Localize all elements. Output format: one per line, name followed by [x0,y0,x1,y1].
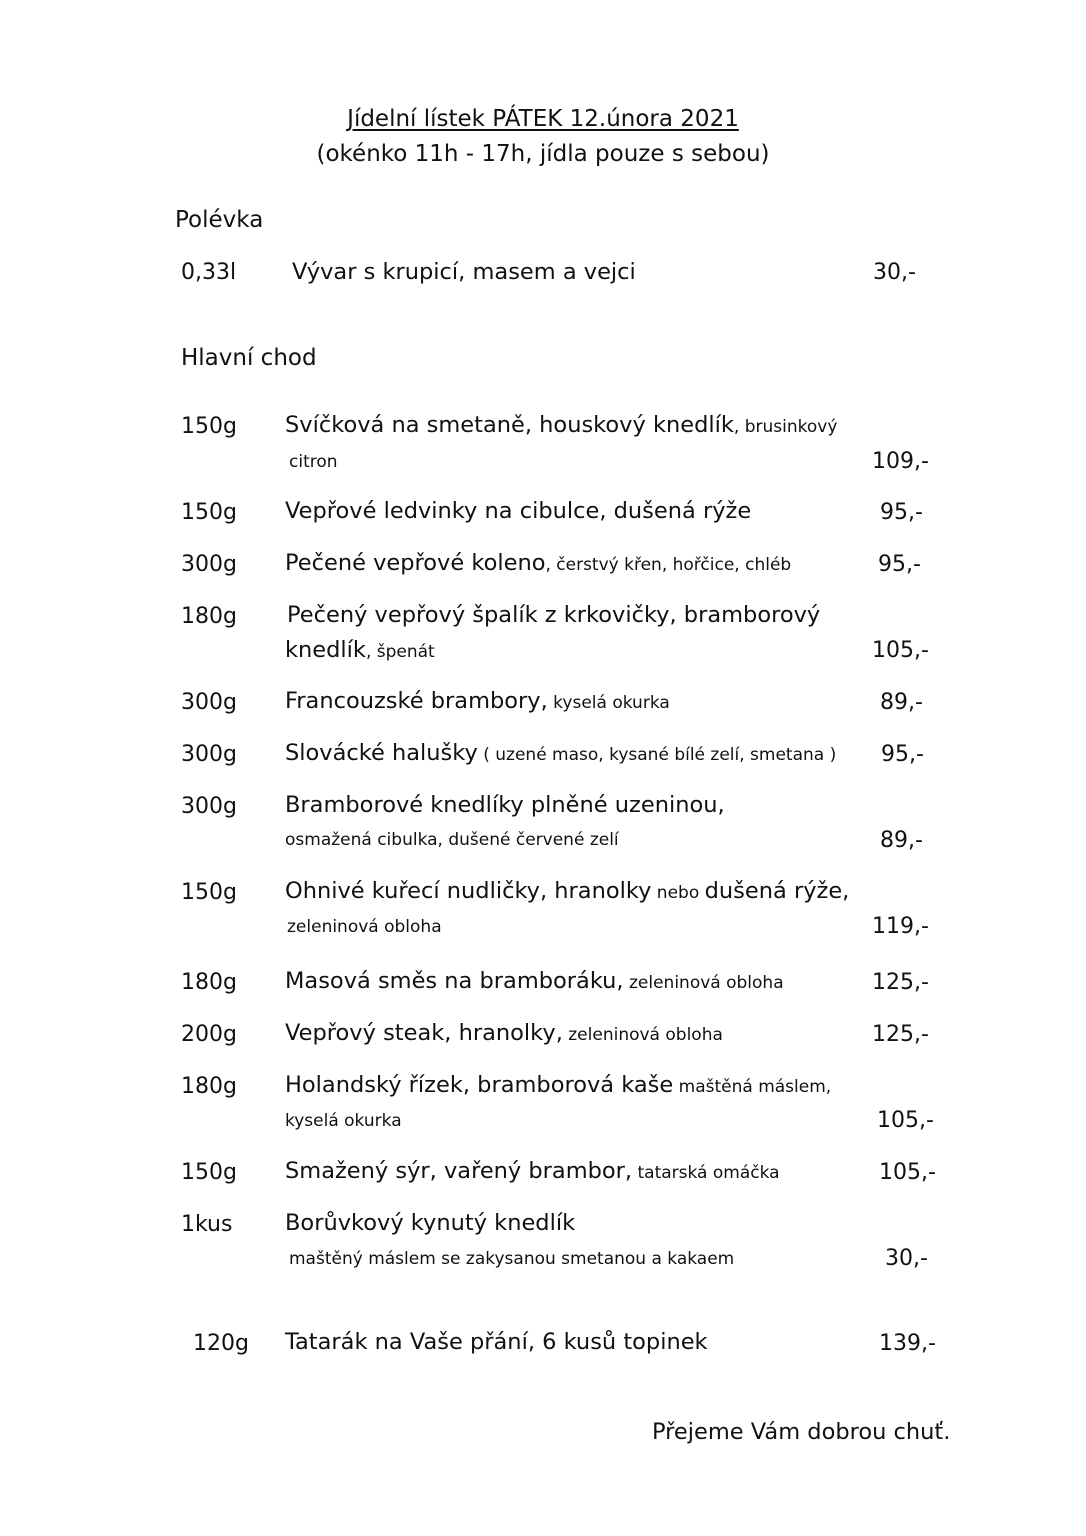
item-name-line [285,740,836,766]
soup-name: Vývar s krupicí, masem a vejci [292,259,636,285]
item-name-line [285,878,849,904]
item-extra: ( uzené maso, kysané bílé zelí, smetana ) [477,745,837,765]
item-name-line2 [285,637,435,663]
item-connector: nebo [651,883,705,903]
menu-subtitle: (okénko 11h - 17h, jídla pouze s sebou) [316,141,770,167]
soup-heading: Polévka [175,207,264,233]
item-price: 105,- [877,1108,934,1133]
item-line2: osmažená cibulka, dušené červené zelí [285,830,619,850]
special-price: 139,- [879,1331,936,1356]
item-name-line [285,550,791,576]
item-line2: maštěný máslem se zakysanou smetanou a kakaem [289,1249,735,1269]
item-name: Pečené vepřové koleno [285,550,546,576]
item-price: 125,- [872,970,929,995]
item-price: 89,- [880,690,923,715]
item-name-line [285,1020,723,1046]
item-name: Holandský řízek, bramborová kaše [285,1072,674,1098]
item-qty: 300g [181,552,237,577]
item-qty: 300g [181,690,237,715]
item-qty: 200g [181,1022,237,1047]
item-price: 95,- [878,552,921,577]
item-extra: zeleninová obloha [623,973,784,993]
item-name-line [285,968,784,994]
item-name: Smažený sýr, vařený brambor, [285,1158,633,1184]
menu-title: Jídelní lístek PÁTEK 12.února 2021 [347,106,739,132]
item-price: 89,- [880,828,923,853]
item-line2: kyselá okurka [285,1111,402,1131]
soup-qty: 0,33l [181,260,237,285]
item-extra: zeleninová obloha [562,1025,723,1045]
item-qty: 300g [181,742,237,767]
item-qty: 150g [181,1160,237,1185]
item-extra: , brusinkový [733,417,838,437]
item-name: Borůvkový kynutý knedlík [285,1210,576,1236]
item-extra: maštěná máslem, [673,1077,832,1097]
item-price: 125,- [872,1022,929,1047]
item-name: Masová směs na bramboráku, [285,968,624,994]
item-qty: 180g [181,1074,237,1099]
item-qty: 180g [181,970,237,995]
item-price: 119,- [872,914,929,939]
item-name: Slovácké halušky [285,740,478,766]
item-qty: 150g [181,880,237,905]
item-price: 109,- [872,449,929,474]
soup-price: 30,- [873,260,916,285]
item-name-alt: dušená rýže, [704,878,850,904]
special-qty: 120g [193,1331,249,1356]
item-name-line [285,688,670,714]
item-name-line [285,1072,831,1098]
item-name: Svíčková na smetaně, houskový knedlík [285,412,734,438]
item-extra: , čerstvý křen, hořčice, chléb [545,555,792,575]
item-extra: kyselá okurka [547,693,670,713]
item-name: Pečený vepřový špalík z krkovičky, bramborový [287,602,821,628]
item-name: Vepřový steak, hranolky, [285,1020,563,1046]
item-price: 95,- [881,742,924,767]
item-line2: citron [289,452,338,472]
footer-wish: Přejeme Vám dobrou chuť. [652,1419,951,1445]
special-name: Tatarák na Vaše přání, 6 kusů topinek [285,1329,708,1355]
item-price: 95,- [880,500,923,525]
item-extra: , špenát [365,642,435,662]
main-heading: Hlavní chod [181,345,317,371]
item-extra: tatarská omáčka [632,1163,780,1183]
item-price: 30,- [885,1246,928,1271]
item-qty: 1kus [181,1212,233,1237]
item-name: Ohnivé kuřecí nudličky, hranolky [285,878,652,904]
item-qty: 150g [181,500,237,525]
item-name-part2: knedlík [285,637,366,663]
item-qty: 180g [181,604,237,629]
item-name-line [285,1158,780,1184]
item-price: 105,- [879,1160,936,1185]
item-name: Vepřové ledvinky na cibulce, dušená rýže [285,498,752,524]
item-price: 105,- [872,638,929,663]
item-line2: zeleninová obloha [287,917,442,937]
item-name-line [285,412,837,438]
item-qty: 150g [181,414,237,439]
item-name: Bramborové knedlíky plněné uzeninou, [285,792,725,818]
item-name: Francouzské brambory, [285,688,548,714]
item-qty: 300g [181,794,237,819]
